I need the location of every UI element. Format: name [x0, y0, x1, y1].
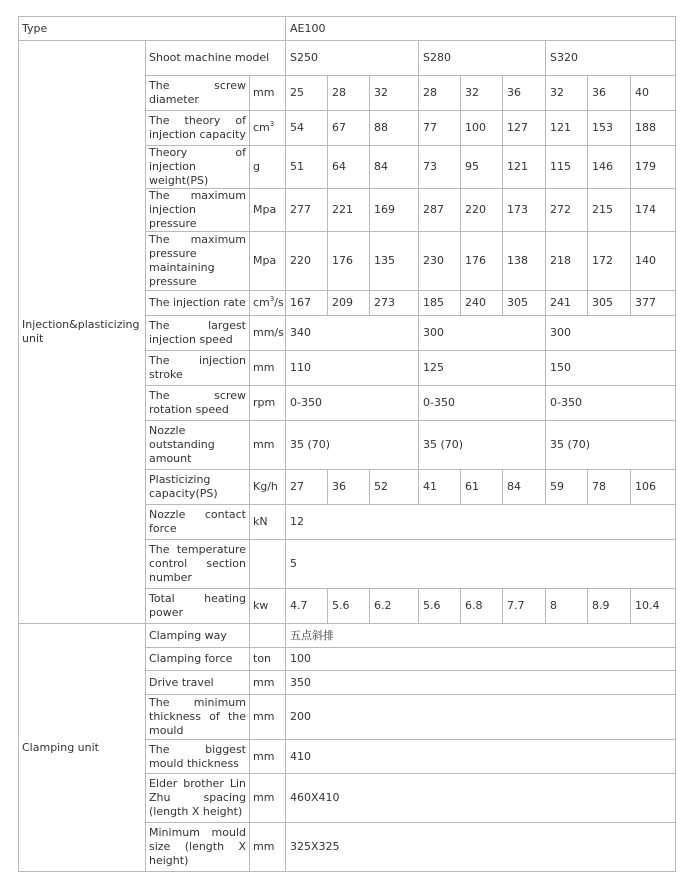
value-cell: 59 [546, 470, 588, 505]
unit-superscript: 3 [269, 295, 275, 303]
unit-cell: ton [250, 648, 286, 671]
value-cell: 28 [328, 76, 370, 111]
value-cell: 240 [461, 291, 503, 316]
unit-cell: mm [250, 671, 286, 695]
value-cell: 300 [546, 316, 676, 351]
unit-cell: mm [250, 76, 286, 111]
unit-cell [250, 540, 286, 589]
model-row [19, 41, 676, 76]
unit-base: cm [253, 296, 270, 309]
spec-label: Nozzle contact force [146, 505, 250, 540]
value-cell: 121 [503, 146, 546, 189]
spec-label: The minimum thickness of the mould [146, 695, 250, 740]
value-cell: 305 [588, 291, 631, 316]
value-cell: 5.6 [419, 589, 461, 624]
unit-cell: Mpa [250, 189, 286, 232]
unit-cell: kN [250, 505, 286, 540]
type-label: Type [19, 17, 286, 41]
value-cell: 25 [286, 76, 328, 111]
value-cell: 40 [631, 76, 676, 111]
spec-label: Clamping force [146, 648, 250, 671]
value-cell: 78 [588, 470, 631, 505]
value-cell: 51 [286, 146, 328, 189]
group-injection: Injection&plasticizing unit [19, 41, 146, 624]
value-cell: 5 [286, 540, 676, 589]
value-cell: 127 [503, 111, 546, 146]
value-cell: 179 [631, 146, 676, 189]
value-cell: 221 [328, 189, 370, 232]
unit-tail: /s [274, 296, 284, 309]
value-cell: 153 [588, 111, 631, 146]
value-cell: 36 [328, 470, 370, 505]
spec-label: Elder brother Lin Zhu spacing (length X height) [146, 774, 250, 823]
value-cell: 277 [286, 189, 328, 232]
value-cell: 0-350 [419, 386, 546, 421]
value-cell: 140 [631, 232, 676, 291]
value-cell: 35 (70) [546, 421, 676, 470]
value-cell: 100 [461, 111, 503, 146]
value-cell: 61 [461, 470, 503, 505]
value-cell: 73 [419, 146, 461, 189]
value-cell: 138 [503, 232, 546, 291]
value-cell: 121 [546, 111, 588, 146]
value-cell: 215 [588, 189, 631, 232]
unit-cell [250, 111, 286, 146]
model-value: S280 [419, 41, 546, 76]
value-cell: 305 [503, 291, 546, 316]
spec-table [18, 16, 676, 872]
value-cell: 84 [503, 470, 546, 505]
spec-label: The largest injection speed [146, 316, 250, 351]
value-cell: 176 [328, 232, 370, 291]
value-cell: 41 [419, 470, 461, 505]
unit-cell: mm [250, 421, 286, 470]
unit-cell [250, 624, 286, 648]
value-cell: 167 [286, 291, 328, 316]
spec-label: The injection stroke [146, 351, 250, 386]
spec-label: Total heating power [146, 589, 250, 624]
unit-cell: g [250, 146, 286, 189]
spec-label: Theory of injection weight(PS) [146, 146, 250, 189]
value-cell: 27 [286, 470, 328, 505]
model-value: S250 [286, 41, 419, 76]
value-cell: 0-350 [286, 386, 419, 421]
spec-label: The maximum injection pressure [146, 189, 250, 232]
spec-label: The injection rate [146, 291, 250, 316]
value-cell: 174 [631, 189, 676, 232]
value-cell: 169 [370, 189, 419, 232]
spec-label: The theory of injection capacity [146, 111, 250, 146]
value-cell: 150 [546, 351, 676, 386]
value-cell: 0-350 [546, 386, 676, 421]
value-cell: 5.6 [328, 589, 370, 624]
value-cell: 35 (70) [419, 421, 546, 470]
spec-label: The screw diameter [146, 76, 250, 111]
value-cell: 77 [419, 111, 461, 146]
value-cell: 300 [419, 316, 546, 351]
spec-label: The biggest mould thickness [146, 740, 250, 774]
model-value: S320 [546, 41, 676, 76]
value-cell: 67 [328, 111, 370, 146]
spec-label: The maximum pressure maintaining pressure [146, 232, 250, 291]
value-cell: 8.9 [588, 589, 631, 624]
value-cell: 10.4 [631, 589, 676, 624]
value-cell: 110 [286, 351, 419, 386]
value-cell: 188 [631, 111, 676, 146]
value-cell: 135 [370, 232, 419, 291]
value-cell: 220 [286, 232, 328, 291]
value-cell: 4.7 [286, 589, 328, 624]
spec-label: Nozzle outstanding amount [146, 421, 250, 470]
value-cell: 146 [588, 146, 631, 189]
value-cell: 12 [286, 505, 676, 540]
value-cell: 200 [286, 695, 676, 740]
value-cell: 28 [419, 76, 461, 111]
value-cell: 325X325 [286, 823, 676, 872]
value-cell: 185 [419, 291, 461, 316]
spec-label: Drive travel [146, 671, 250, 695]
spec-label: The screw rotation speed [146, 386, 250, 421]
value-cell: 209 [328, 291, 370, 316]
value-cell: 84 [370, 146, 419, 189]
unit-superscript: 3 [269, 120, 275, 128]
value-cell: 287 [419, 189, 461, 232]
unit-base: cm [253, 121, 270, 134]
value-cell: 241 [546, 291, 588, 316]
value-cell: 272 [546, 189, 588, 232]
value-cell: 32 [546, 76, 588, 111]
unit-cell: Kg/h [250, 470, 286, 505]
value-cell: 6.2 [370, 589, 419, 624]
unit-cell: mm [250, 695, 286, 740]
model-label: Shoot machine model [146, 41, 286, 76]
value-cell: 52 [370, 470, 419, 505]
value-cell: 273 [370, 291, 419, 316]
value-cell: 6.8 [461, 589, 503, 624]
value-cell: 106 [631, 470, 676, 505]
unit-cell [250, 291, 286, 316]
value-cell: 54 [286, 111, 328, 146]
unit-cell: kw [250, 589, 286, 624]
value-cell: 460X410 [286, 774, 676, 823]
spec-label: Plasticizing capacity(PS) [146, 470, 250, 505]
value-cell: 172 [588, 232, 631, 291]
value-cell: 五点斜排 [286, 624, 676, 648]
value-cell: 95 [461, 146, 503, 189]
type-value: AE100 [286, 17, 676, 41]
spec-row [19, 624, 676, 648]
spec-label: Minimum mould size (length X height) [146, 823, 250, 872]
value-cell: 340 [286, 316, 419, 351]
value-cell: 350 [286, 671, 676, 695]
spec-label: The temperature control section number [146, 540, 250, 589]
value-cell: 218 [546, 232, 588, 291]
value-cell: 173 [503, 189, 546, 232]
value-cell: 88 [370, 111, 419, 146]
spec-label: Clamping way [146, 624, 250, 648]
value-cell: 8 [546, 589, 588, 624]
unit-cell: mm [250, 351, 286, 386]
type-row [19, 17, 676, 41]
value-cell: 410 [286, 740, 676, 774]
group-clamping: Clamping unit [19, 624, 146, 872]
unit-cell: mm [250, 823, 286, 872]
value-cell: 100 [286, 648, 676, 671]
unit-cell: rpm [250, 386, 286, 421]
unit-cell: mm [250, 774, 286, 823]
value-cell: 64 [328, 146, 370, 189]
value-cell: 230 [419, 232, 461, 291]
value-cell: 7.7 [503, 589, 546, 624]
value-cell: 35 (70) [286, 421, 419, 470]
unit-cell: mm [250, 740, 286, 774]
value-cell: 115 [546, 146, 588, 189]
value-cell: 377 [631, 291, 676, 316]
unit-cell: Mpa [250, 232, 286, 291]
value-cell: 36 [503, 76, 546, 111]
value-cell: 220 [461, 189, 503, 232]
value-cell: 36 [588, 76, 631, 111]
value-cell: 32 [461, 76, 503, 111]
value-cell: 32 [370, 76, 419, 111]
value-cell: 125 [419, 351, 546, 386]
unit-cell: mm/s [250, 316, 286, 351]
value-cell: 176 [461, 232, 503, 291]
